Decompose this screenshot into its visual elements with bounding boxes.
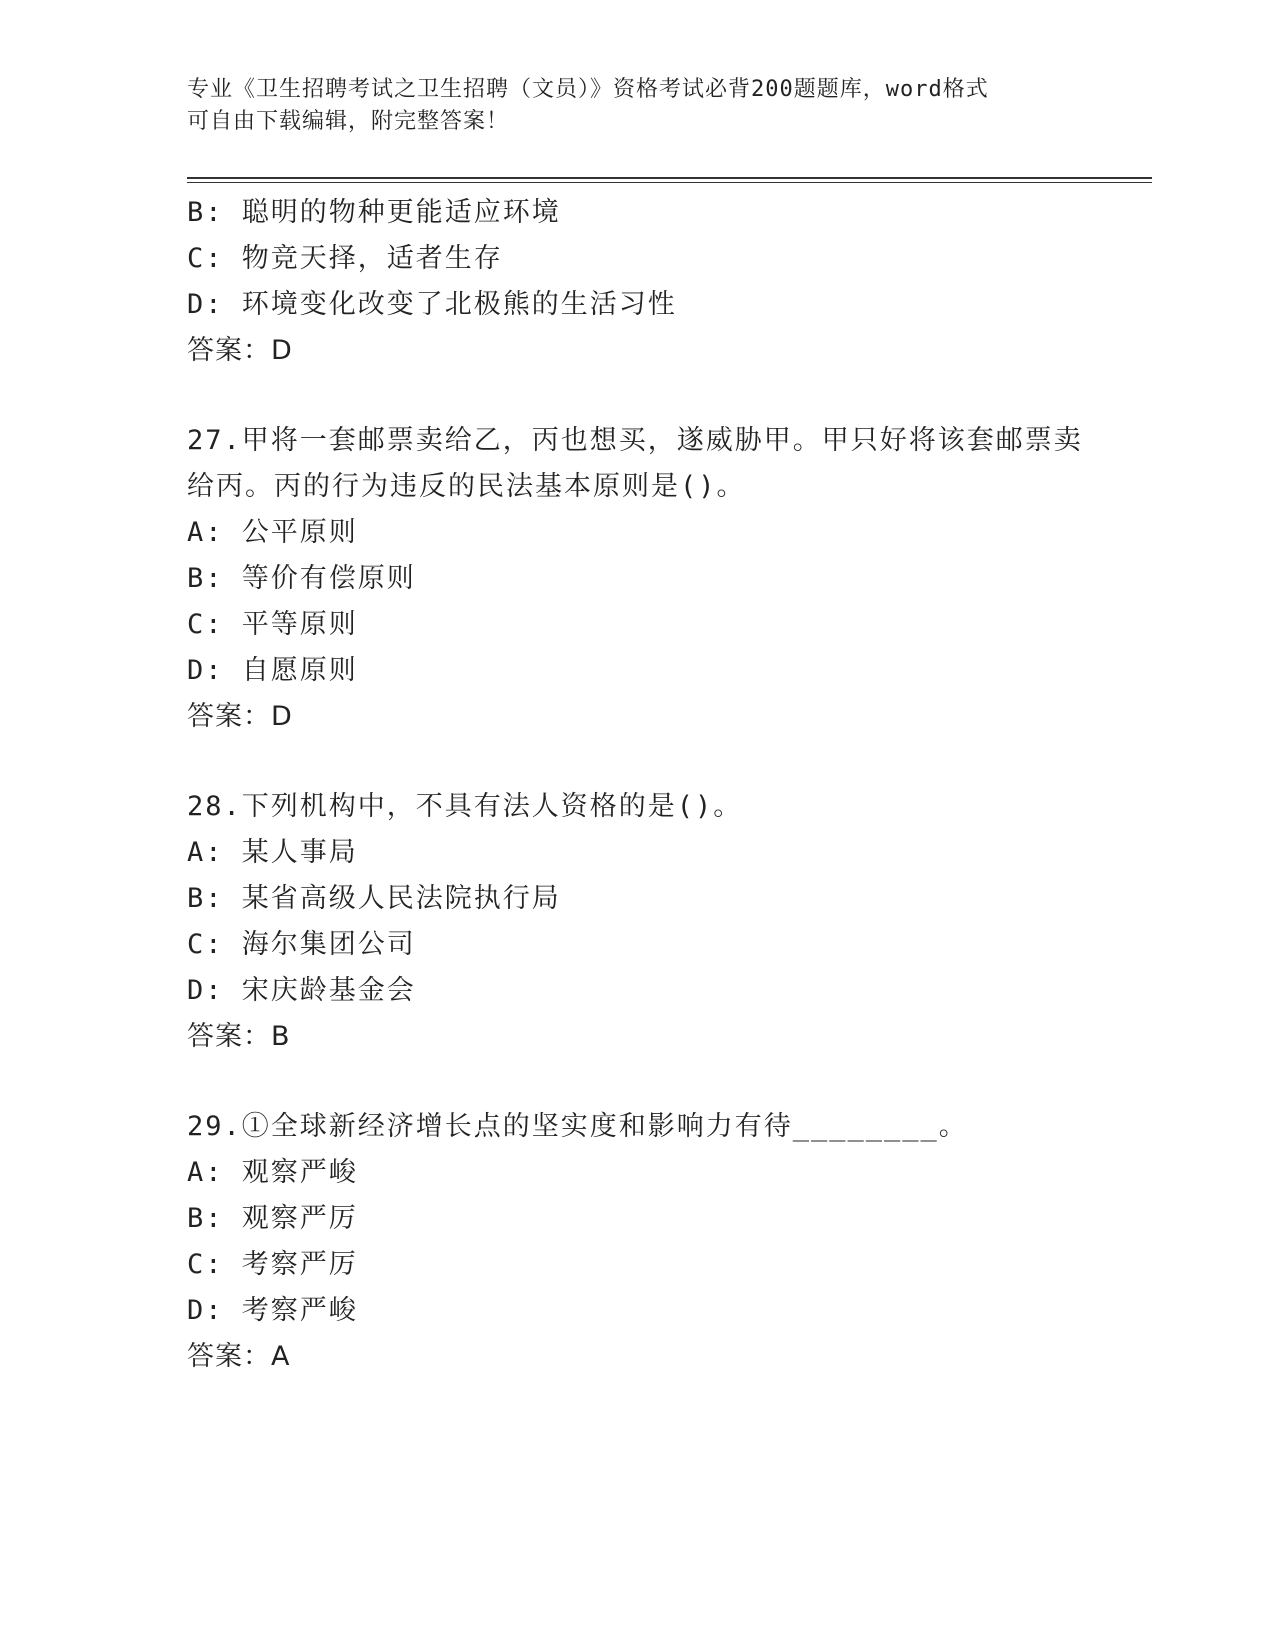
option-a: A: 观察严峻 <box>187 1157 358 1188</box>
question-28 <box>187 784 1147 1060</box>
option-c: C: 考察严厉 <box>187 1249 358 1280</box>
option-a: A: 某人事局 <box>187 837 358 868</box>
option-d: D: 自愿原则 <box>187 655 358 686</box>
question-29 <box>187 1104 1147 1380</box>
question-stem-line: 28.下列机构中，不具有法人资格的是()。 <box>187 791 743 822</box>
question-stem-line: 27.甲将一套邮票卖给乙，丙也想买，遂威胁甲。甲只好将该套邮票卖 <box>187 425 1083 456</box>
partial-question-block <box>187 190 1147 374</box>
header-divider-thick <box>187 177 1152 179</box>
option-b: B: 聪明的物种更能适应环境 <box>187 197 561 228</box>
header-title-line-2: 可自由下载编辑，附完整答案！ <box>187 109 510 134</box>
header-divider-thin <box>187 182 1152 183</box>
question-27 <box>187 418 1147 740</box>
header-title-line-1: 专业《卫生招聘考试之卫生招聘（文员）》资格考试必背200题题库，word格式 <box>187 77 989 102</box>
option-b: B: 观察严厉 <box>187 1203 358 1234</box>
question-content <box>187 190 1147 1380</box>
question-stem-line: 29.①全球新经济增长点的坚实度和影响力有待________。 <box>187 1111 968 1142</box>
answer-line: 答案：D <box>187 701 293 732</box>
option-b: B: 等价有偿原则 <box>187 563 416 594</box>
question-stem-line: 给丙。丙的行为违反的民法基本原则是()。 <box>187 471 746 502</box>
option-d: D: 宋庆龄基金会 <box>187 975 416 1006</box>
option-a: A: 公平原则 <box>187 517 358 548</box>
option-b: B: 某省高级人民法院执行局 <box>187 883 561 914</box>
option-c: C: 物竞天择，适者生存 <box>187 243 503 274</box>
document-header <box>187 74 1087 138</box>
option-c: C: 平等原则 <box>187 609 358 640</box>
answer-line: 答案：A <box>187 1341 291 1372</box>
option-c: C: 海尔集团公司 <box>187 929 416 960</box>
answer-line: 答案：B <box>187 1021 291 1052</box>
option-d: D: 环境变化改变了北极熊的生活习性 <box>187 289 677 320</box>
option-d: D: 考察严峻 <box>187 1295 358 1326</box>
answer-line: 答案：D <box>187 335 293 366</box>
